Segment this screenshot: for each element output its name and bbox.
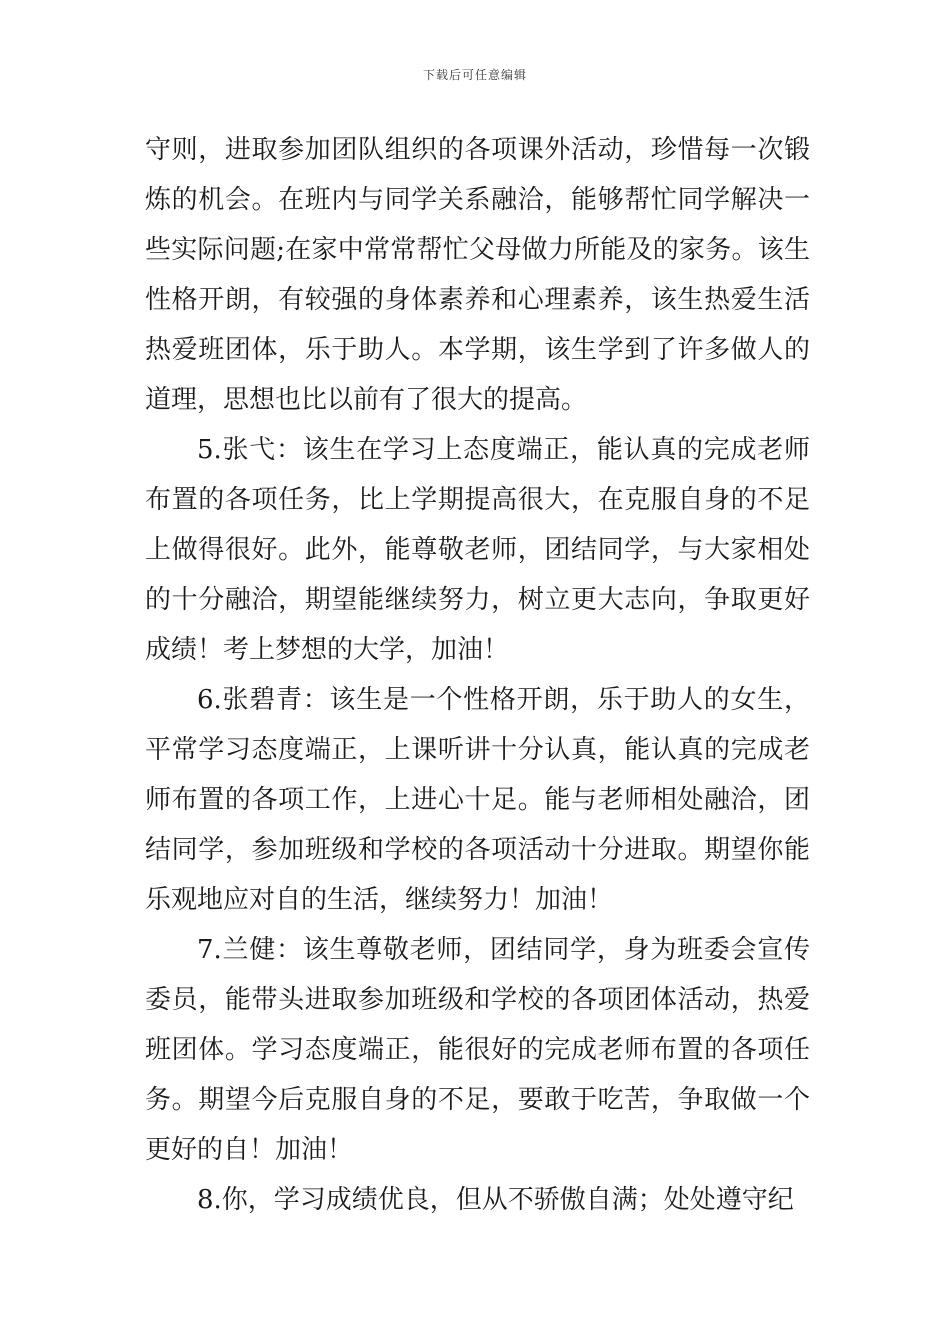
paragraph-continuation: 守则，进取参加团队组织的各项课外活动，珍惜每一次锻炼的机会。在班内与同学关系融洽，能够帮忙同学解决一些实际问题;在家中常常帮忙父母做力所能及的家务。该生性格开朗，有较强的身体素养和心理素养，该生热爱生活热爱班团体，乐于助人。本学期，该生学到了许多做人的道理，思想也比以前有了很大的提高。 — [145, 135, 810, 415]
document-body — [145, 125, 810, 1225]
paragraph-comment-7: 7.兰健：该生尊敬老师，团结同学，身为班委会宣传委员，能带头进取参加班级和学校的各项团体活动，热爱班团体。学习态度端正，能很好的完成老师布置的各项任务。期望今后克服自身的不足，要敢于吃苦，争取做一个更好的自！加油！ — [145, 935, 810, 1165]
page-header: 下载后可任意编辑 — [422, 68, 527, 82]
paragraph-comment-5: 5.张弋：该生在学习上态度端正，能认真的完成老师布置的各项任务，比上学期提高很大，在克服自身的不足上做得很好。此外，能尊敬老师，团结同学，与大家相处的十分融洽，期望能继续努力，树立更大志向，争取更好成绩！考上梦想的大学，加油！ — [145, 435, 810, 665]
paragraph-comment-6: 6.张碧青：该生是一个性格开朗，乐于助人的女生，平常学习态度端正，上课听讲十分认真，能认真的完成老师布置的各项工作，上进心十足。能与老师相处融洽，团结同学，参加班级和学校的各项活动十分进取。期望你能乐观地应对自的生活，继续努力！加油！ — [145, 685, 810, 915]
paragraph-comment-8: 8.你，学习成绩优良，但从不骄傲自满；处处遵守纪 — [197, 1185, 794, 1215]
